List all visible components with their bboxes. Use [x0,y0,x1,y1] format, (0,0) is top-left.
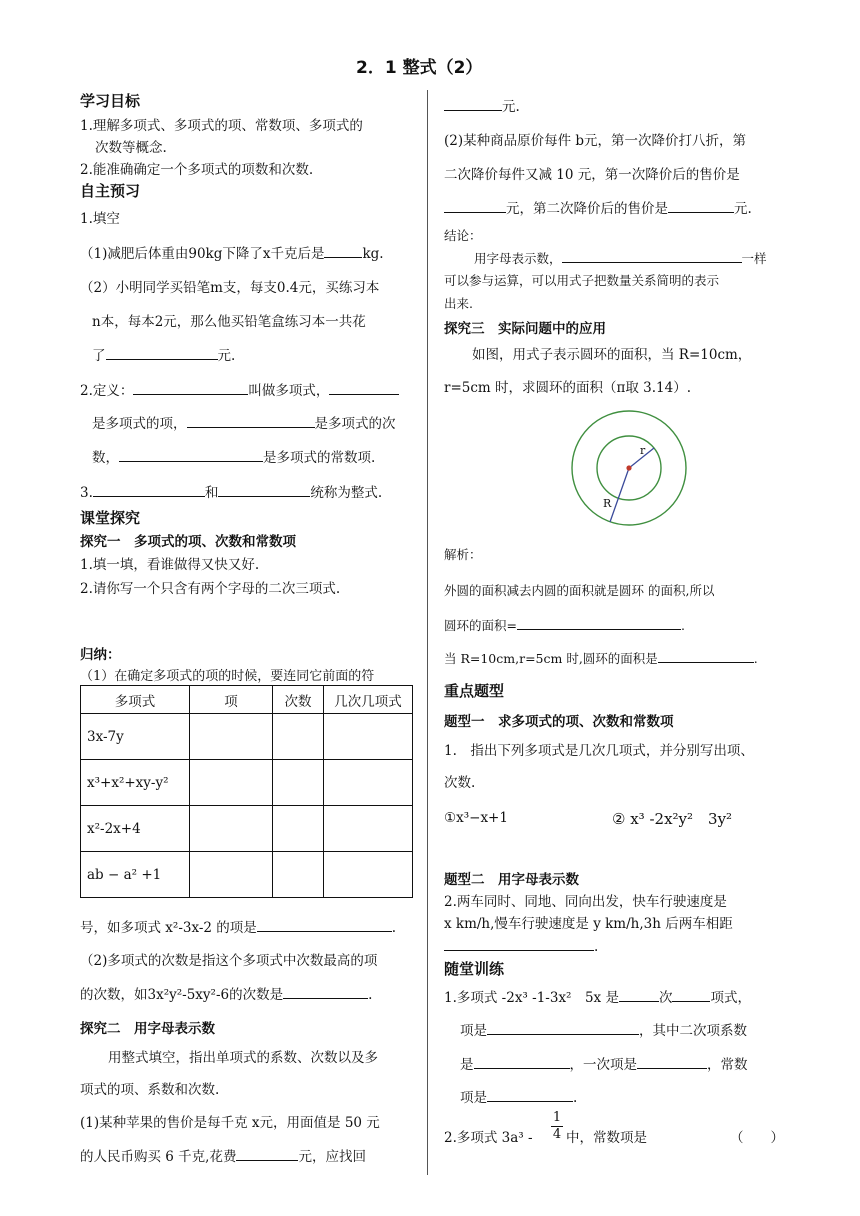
blank[interactable] [187,413,315,428]
e2-4-end: 元，应找回 [298,1149,366,1165]
type-1-heading: 题型一 求多项式的项、次数和常数项 [444,714,674,730]
def-pre: 2.定义： [80,383,134,399]
table-cell[interactable] [190,852,273,898]
blank[interactable] [106,345,218,360]
table-cell[interactable] [273,714,324,760]
blank[interactable] [324,243,362,258]
explore-1-heading: 探究一 多项式的项、次数和常数项 [80,534,296,550]
sign-sentence [80,916,396,936]
table-cell[interactable] [324,806,413,852]
p1b-end: ，其中二次项系数 [639,1023,747,1039]
table-cell[interactable] [324,760,413,806]
definition-1 [80,379,399,399]
def2-end: 是多项式的次 [314,416,396,432]
table-cell[interactable] [273,806,324,852]
label-r: r [640,444,646,457]
table-cell[interactable] [273,852,324,898]
type-2-line-a: 2.两车同时、同地、同向出发，快车行驶速度是 [444,894,727,910]
table-header: 项 [190,686,273,714]
blank[interactable] [517,615,681,630]
fraction-numerator: 1 [552,1110,562,1125]
definition-3 [92,446,375,466]
practice-1a [444,986,751,1006]
center-point [626,465,631,470]
degree-2 [80,983,372,1003]
analysis-label: 解析： [444,547,482,562]
t2c-end: . [594,939,599,955]
an2-end: . [680,618,685,633]
an3-end: . [753,651,758,666]
p1d-pre: 项是 [460,1090,487,1106]
explore-3-heading: 探究三 实际问题中的应用 [444,321,606,337]
p1c-mid: ，一次项是 [569,1057,637,1073]
explore-2-line-3: (1)某种苹果的售价是每千克 x元，用面值是 50 元 [80,1115,380,1131]
table-cell[interactable] [273,760,324,806]
def3-pre: 数， [92,450,119,466]
blank[interactable] [236,1146,298,1161]
summary-heading: 归纳： [80,647,121,663]
goal-1a: 1.理解多项式、多项式的项、常数项、多项式的 [80,118,363,134]
p1d-end: . [573,1090,578,1106]
practice-1c [460,1053,748,1073]
r2b: 二次降价每件又减 10 元，第一次降价后的售价是 [444,167,740,183]
table-cell[interactable] [190,760,273,806]
conclusion-label: 结论： [444,228,482,243]
table-header: 多项式 [81,686,190,714]
r2c-mid: 元，第二次降价后的售价是 [506,201,668,217]
def-mid: 叫做多项式， [248,383,330,399]
definition-2 [92,412,396,432]
an2-pre: 圆环的面积= [444,618,517,633]
q2c-end: 元. [217,348,236,364]
table-cell-polynomial: 3x-7y [81,714,190,760]
analysis-1: 外圆的面积减去内圆的面积就是圆环 的面积,所以 [444,583,715,598]
q3-mid: 和 [204,485,219,501]
fraction-denominator: 4 [552,1127,562,1142]
blank[interactable] [668,198,734,213]
polynomial-table [80,685,413,898]
question-1 [80,242,384,262]
type-2-line-b: x km/h,慢车行驶速度是 y km/h,3h 后两车相距 [444,916,733,932]
blank[interactable] [487,1087,573,1102]
r1-line [444,95,520,115]
an3-pre: 当 R=10cm,r=5cm 时,圆环的面积是 [444,651,658,666]
e2-4-pre: 的人民币购买 6 千克,花费 [80,1149,237,1165]
conclusion-1 [474,248,767,267]
sign-pre: 号，如多项式 x²-3x-2 的项是 [80,920,257,936]
ring-figure [570,410,690,530]
q3-pre: 3. [80,485,93,501]
blank[interactable] [444,96,502,111]
goal-2: 2.能准确确定一个多项式的项数和次数. [80,162,314,178]
p1c-end: ，常数 [707,1057,748,1073]
q1-text: （1)减肥后体重由90kg下降了x千克后是 [80,246,325,262]
blank[interactable] [444,936,594,951]
goal-1b: 次数等概念. [95,140,167,156]
question-2c [92,344,235,364]
con1-pre: 用字母表示数， [474,251,562,266]
table-cell-polynomial: x³+x²+xy-y² [81,760,190,806]
p1-end: 项式， [710,990,751,1006]
key-types-heading: 重点题型 [444,682,505,700]
def3-end: 是多项式的常数项. [263,450,376,466]
p1b-pre: 项是 [460,1023,487,1039]
p1-mid: 次 [658,990,673,1006]
type-2-line-c [444,936,598,955]
conclusion-2: 可以参与运算，可以用式子把数量关系简明的表示 [444,273,720,288]
blank[interactable] [474,1054,570,1069]
column-divider [427,90,428,1175]
practice-2-end: 中，常数项是 [566,1130,647,1146]
table-cell[interactable] [190,714,273,760]
blank[interactable] [283,984,368,999]
deg2-pre: 的次数，如3x²y²-5xy²-6的次数是 [80,987,284,1003]
explore-1-item-2: 2.请你写一个只含有两个字母的二次三项式. [80,581,341,597]
type-2-heading: 题型二 用字母表示数 [444,872,579,888]
table-row [81,852,413,898]
type-1-line-b: 次数. [444,775,476,791]
explore-2-heading: 探究二 用字母表示数 [80,1021,215,1037]
conclusion-3: 出来. [444,296,473,311]
analysis-2 [444,615,685,634]
blank[interactable] [218,482,310,497]
explore-3-line-1: 如图，用式子表示圆环的面积，当 R=10cm， [472,347,752,363]
con1-end: 一样 [741,251,767,266]
blank[interactable] [133,380,248,395]
fraction [551,1110,563,1143]
explore-3-line-2: r=5cm 时，求圆环的面积（π取 3.14）. [444,380,692,396]
deg2-end: . [368,987,373,1003]
explore-2-line-1: 用整式填空，指出单项式的系数、次数以及多 [108,1050,378,1066]
practice-heading: 随堂训练 [444,960,505,978]
table-row [81,806,413,852]
table-cell[interactable] [190,806,273,852]
table-cell[interactable] [324,714,413,760]
explore-2-line-2: 项式的项、系数和次数. [80,1082,220,1098]
fill-label: 1.填空 [80,211,120,227]
q3-end: 统称为整式. [310,485,383,501]
degree-1: （2)多项式的次数是指这个多项式中次数最高的项 [80,953,378,969]
summary-1: （1）在确定多项式的项的时候，要连同它前面的符 [80,669,375,684]
p1c-pre: 是 [460,1057,474,1073]
type-1-item-2: ② x³ -2x²y² 3y² [612,810,733,828]
practice-1d [460,1086,577,1106]
r2c [444,197,752,217]
table-cell-polynomial: x²-2x+4 [81,806,190,852]
sign-end: . [391,920,397,936]
p1-pre: 1.多项式 -2x³ -1-3x² 5x 是 [444,990,619,1006]
preview-heading: 自主预习 [80,182,141,200]
blank[interactable] [329,380,399,395]
explore-2-line-4 [80,1145,366,1165]
practice-2 [444,1126,533,1146]
blank[interactable] [619,987,659,1002]
practice-1b [460,1019,747,1039]
page-title: 2．1 整式（2） [356,58,483,78]
table-header: 几次几项式 [324,686,413,714]
question-3 [80,481,382,501]
p2-pre: 2.多项式 3a³ - [444,1130,533,1146]
q1-end: kg. [362,246,384,262]
question-2a: （2）小明同学买铅笔m支，每支0.4元，买练习本 [80,280,380,296]
explore-1-item-1: 1.填一填，看谁做得又快又好. [80,557,260,573]
table-row [81,760,413,806]
r2a: (2)某种商品原价每件 b元，第一次降价打八折，第 [444,133,747,149]
table-cell-polynomial: ab − a² +1 [81,852,190,898]
blank[interactable] [119,447,263,462]
type-1-line-a: 1. 指出下列多项式是几次几项式，并分别写出项、 [444,743,754,759]
type-1-item-1: ①x³−x+1 [444,810,508,826]
table-cell[interactable] [324,852,413,898]
blank[interactable] [658,648,754,663]
question-2b: n本，每本2元，那么他买铅笔盒练习本一共花 [92,314,366,330]
analysis-3 [444,648,758,667]
table-header: 次数 [273,686,324,714]
blank[interactable] [562,248,742,263]
blank[interactable] [637,1054,707,1069]
def2-pre: 是多项式的项， [92,416,187,432]
label-R: R [603,497,612,510]
blank[interactable] [672,987,710,1002]
blank[interactable] [257,917,392,932]
r1-end: 元. [502,99,520,115]
class-heading: 课堂探究 [80,509,141,527]
q2c-pre: 了 [92,348,106,364]
answer-paren[interactable]: （ ） [730,1130,784,1146]
blank[interactable] [93,482,205,497]
blank[interactable] [444,198,506,213]
table-row [81,714,413,760]
goals-heading: 学习目标 [80,92,141,110]
blank[interactable] [487,1020,639,1035]
r2c-end: 元. [734,201,752,217]
